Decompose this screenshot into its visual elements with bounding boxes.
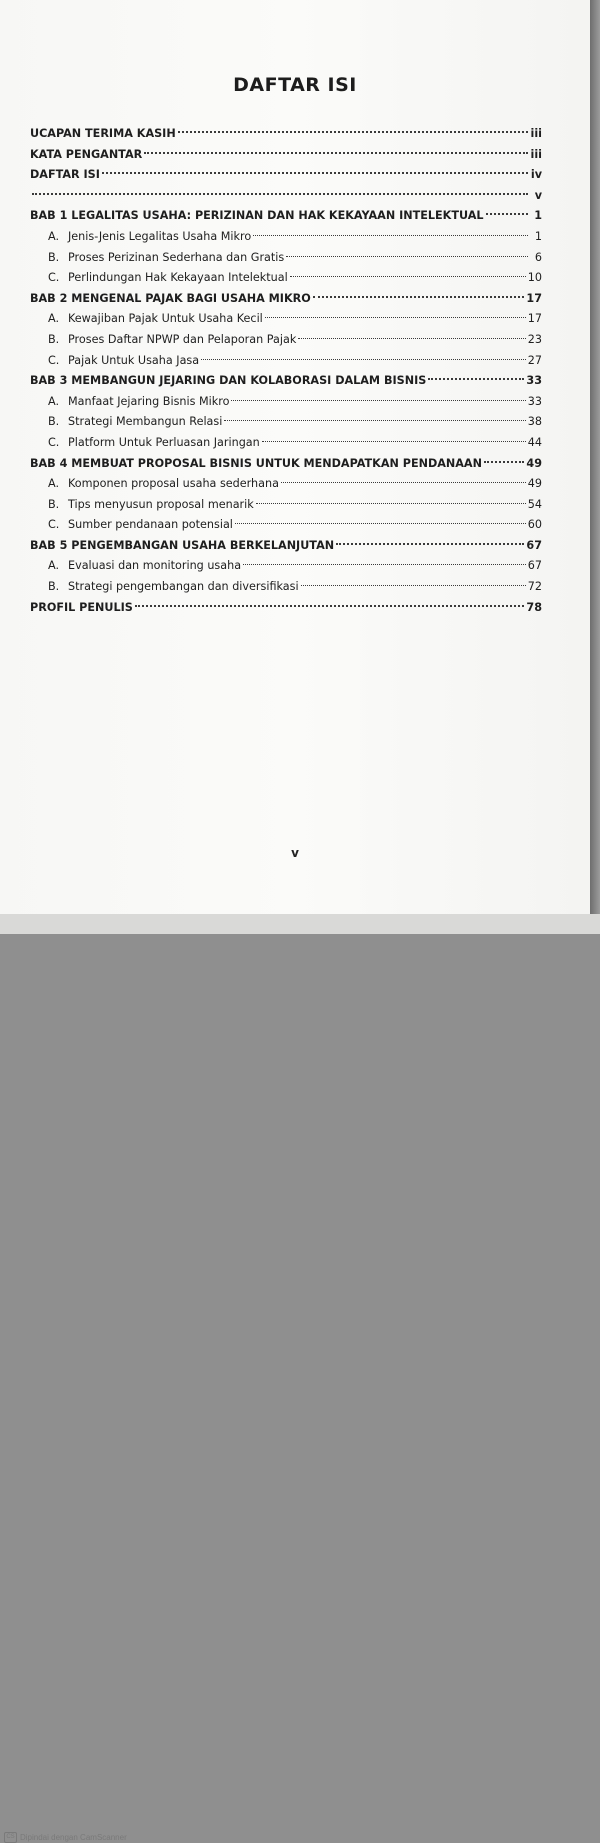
toc-item-title: Perlindungan Hak Kekayaan Intelektual — [68, 271, 288, 285]
page-edge-shadow — [590, 0, 600, 934]
toc-item-letter: C. — [48, 435, 60, 449]
scanner-text: Dipindai dengan CamScanner — [20, 1833, 127, 1842]
toc-chapter-row — [30, 124, 542, 145]
toc-item-letter: C. — [48, 353, 60, 367]
toc-item-title: Manfaat Jejaring Bisnis Mikro — [68, 394, 230, 408]
toc-item-page: iv — [530, 168, 542, 182]
toc-item-page: 38 — [527, 415, 542, 429]
toc-item-page: 67 — [526, 538, 542, 552]
scanner-watermark — [4, 1832, 127, 1843]
document-page — [0, 0, 590, 914]
dot-leader — [243, 563, 526, 565]
toc-subsection-row — [30, 351, 542, 372]
toc-subsection-row — [30, 412, 542, 433]
toc-item-page: 54 — [527, 497, 542, 511]
dot-leader — [313, 295, 525, 298]
dot-leader — [301, 584, 526, 586]
toc-item-title: BAB 3 MEMBANGUN JEJARING DAN KOLABORASI DALAM BISNIS — [30, 374, 427, 388]
toc-item-title: Proses Daftar NPWP dan Pelaporan Pajak — [68, 332, 297, 346]
toc-item-page: 33 — [527, 394, 542, 408]
toc-subsection-row — [30, 577, 542, 598]
dot-leader — [298, 337, 525, 339]
toc-item-title: Platform Untuk Perluasan Jaringan — [68, 435, 260, 449]
toc-item-letter: B. — [48, 250, 60, 264]
dot-leader — [256, 502, 526, 504]
toc-item-title: PROFIL PENULIS — [30, 600, 133, 614]
page-title: DAFTAR ISI — [233, 74, 357, 96]
toc-item-letter: C. — [48, 518, 60, 532]
dot-leader — [224, 419, 525, 421]
toc-item-title: Pajak Untuk Usaha Jasa — [68, 353, 200, 367]
toc-item-title: BAB 4 MEMBUAT PROPOSAL BISNIS UNTUK MENDAPATKAN PENDANAAN — [30, 456, 482, 470]
toc-item-page: 27 — [527, 353, 542, 367]
toc-item-title: BAB 2 MENGENAL PAJAK BAGI USAHA MIKRO — [30, 291, 311, 305]
toc-item-letter: C. — [48, 271, 60, 285]
toc-item-title: Strategi Membangun Relasi — [68, 415, 223, 429]
dot-leader — [281, 481, 526, 483]
toc-item-page: 1 — [534, 209, 542, 223]
dot-leader — [428, 377, 524, 380]
toc-item-page: iii — [530, 147, 542, 161]
toc-item-letter: A. — [48, 312, 60, 326]
scanner-footer — [0, 914, 600, 1842]
toc-subsection-row — [30, 268, 542, 289]
toc-item-page: 49 — [527, 477, 542, 491]
toc-chapter-row — [30, 145, 542, 166]
toc-chapter-row — [30, 165, 542, 186]
toc-subsection-row — [30, 227, 542, 248]
toc-subsection-row — [30, 392, 542, 413]
toc-subsection-row — [30, 474, 542, 495]
toc-item-title: UCAPAN TERIMA KASIH — [30, 127, 176, 140]
toc-item-page: 67 — [527, 559, 542, 573]
toc-subsection-row — [30, 309, 542, 330]
toc-item-title: Jenis-Jenis Legalitas Usaha Mikro — [68, 229, 252, 243]
toc-item-letter: A. — [48, 477, 60, 491]
toc-item-title: Strategi pengembangan dan diversifikasi — [68, 580, 299, 594]
toc-subsection-row — [30, 330, 542, 351]
toc-subsection-row — [30, 248, 542, 269]
toc-item-page: 33 — [526, 374, 542, 388]
cs-logo-icon: CS — [4, 1832, 17, 1843]
toc-chapter-row — [30, 289, 542, 310]
table-of-contents — [30, 124, 542, 618]
toc-item-letter: B. — [48, 332, 60, 346]
page-number: v — [291, 846, 299, 860]
toc-item-page: 44 — [527, 435, 542, 449]
dot-leader — [262, 440, 526, 442]
dot-leader — [253, 234, 528, 236]
dot-leader — [178, 130, 528, 133]
toc-subsection-row — [30, 433, 542, 454]
toc-item-title: Proses Perizinan Sederhana dan Gratis — [68, 250, 285, 264]
toc-item-page: 17 — [526, 291, 542, 305]
dot-leader — [265, 316, 526, 318]
dot-leader — [144, 151, 528, 154]
toc-item-letter: B. — [48, 580, 60, 594]
toc-item-title: BAB 5 PENGEMBANGAN USAHA BERKELANJUTAN — [30, 538, 335, 552]
toc-item-letter: B. — [48, 415, 60, 429]
toc-chapter-row — [30, 598, 542, 619]
toc-item-page: 78 — [526, 600, 542, 614]
toc-item-page: 49 — [526, 456, 542, 470]
toc-item-page: 60 — [527, 518, 542, 532]
toc-subsection-row — [30, 495, 542, 516]
toc-subsection-row — [30, 556, 542, 577]
toc-item-title: KATA PENGANTAR — [30, 147, 143, 161]
toc-item-letter: A. — [48, 559, 60, 573]
toc-chapter-row — [30, 454, 542, 475]
dot-leader — [231, 399, 525, 401]
toc-item-page: 23 — [527, 332, 542, 346]
toc-item-title: Tips menyusun proposal menarik — [68, 497, 254, 511]
toc-item-page: 17 — [527, 312, 542, 326]
dot-leader — [235, 522, 526, 524]
toc-item-page: v — [534, 188, 542, 202]
dot-leader — [290, 275, 526, 277]
toc-chapter-row — [30, 206, 542, 227]
dot-leader — [336, 542, 524, 545]
dot-leader — [32, 192, 528, 195]
toc-chapter-row — [30, 536, 542, 557]
toc-item-page: 6 — [534, 250, 542, 264]
toc-item-page: iii — [530, 127, 542, 140]
toc-item-title: Komponen proposal usaha sederhana — [68, 477, 279, 491]
toc-item-title: Sumber pendanaan potensial — [68, 518, 233, 532]
toc-item-letter: B. — [48, 497, 60, 511]
toc-item-title: Evaluasi dan monitoring usaha — [68, 559, 242, 573]
toc-item-title: DAFTAR ISI — [30, 168, 100, 182]
toc-item-page: 1 — [534, 229, 542, 243]
toc-item-title: Kewajiban Pajak Untuk Usaha Kecil — [68, 312, 263, 326]
toc-item-page: 72 — [527, 580, 542, 594]
toc-item-title: BAB 1 LEGALITAS USAHA: PERIZINAN DAN HAK KEKAYAAN INTELEKTUAL — [30, 209, 484, 223]
dot-leader — [286, 255, 528, 257]
toc-item-page: 10 — [527, 271, 542, 285]
dot-leader — [102, 171, 528, 174]
toc-subsection-row — [30, 515, 542, 536]
toc-chapter-row — [30, 371, 542, 392]
dot-leader — [135, 604, 525, 607]
dot-leader — [486, 212, 529, 215]
dot-leader — [201, 358, 526, 360]
toc-item-letter: A. — [48, 394, 60, 408]
toc-item-letter: A. — [48, 229, 60, 243]
dot-leader — [484, 460, 524, 463]
toc-chapter-row — [30, 186, 542, 207]
